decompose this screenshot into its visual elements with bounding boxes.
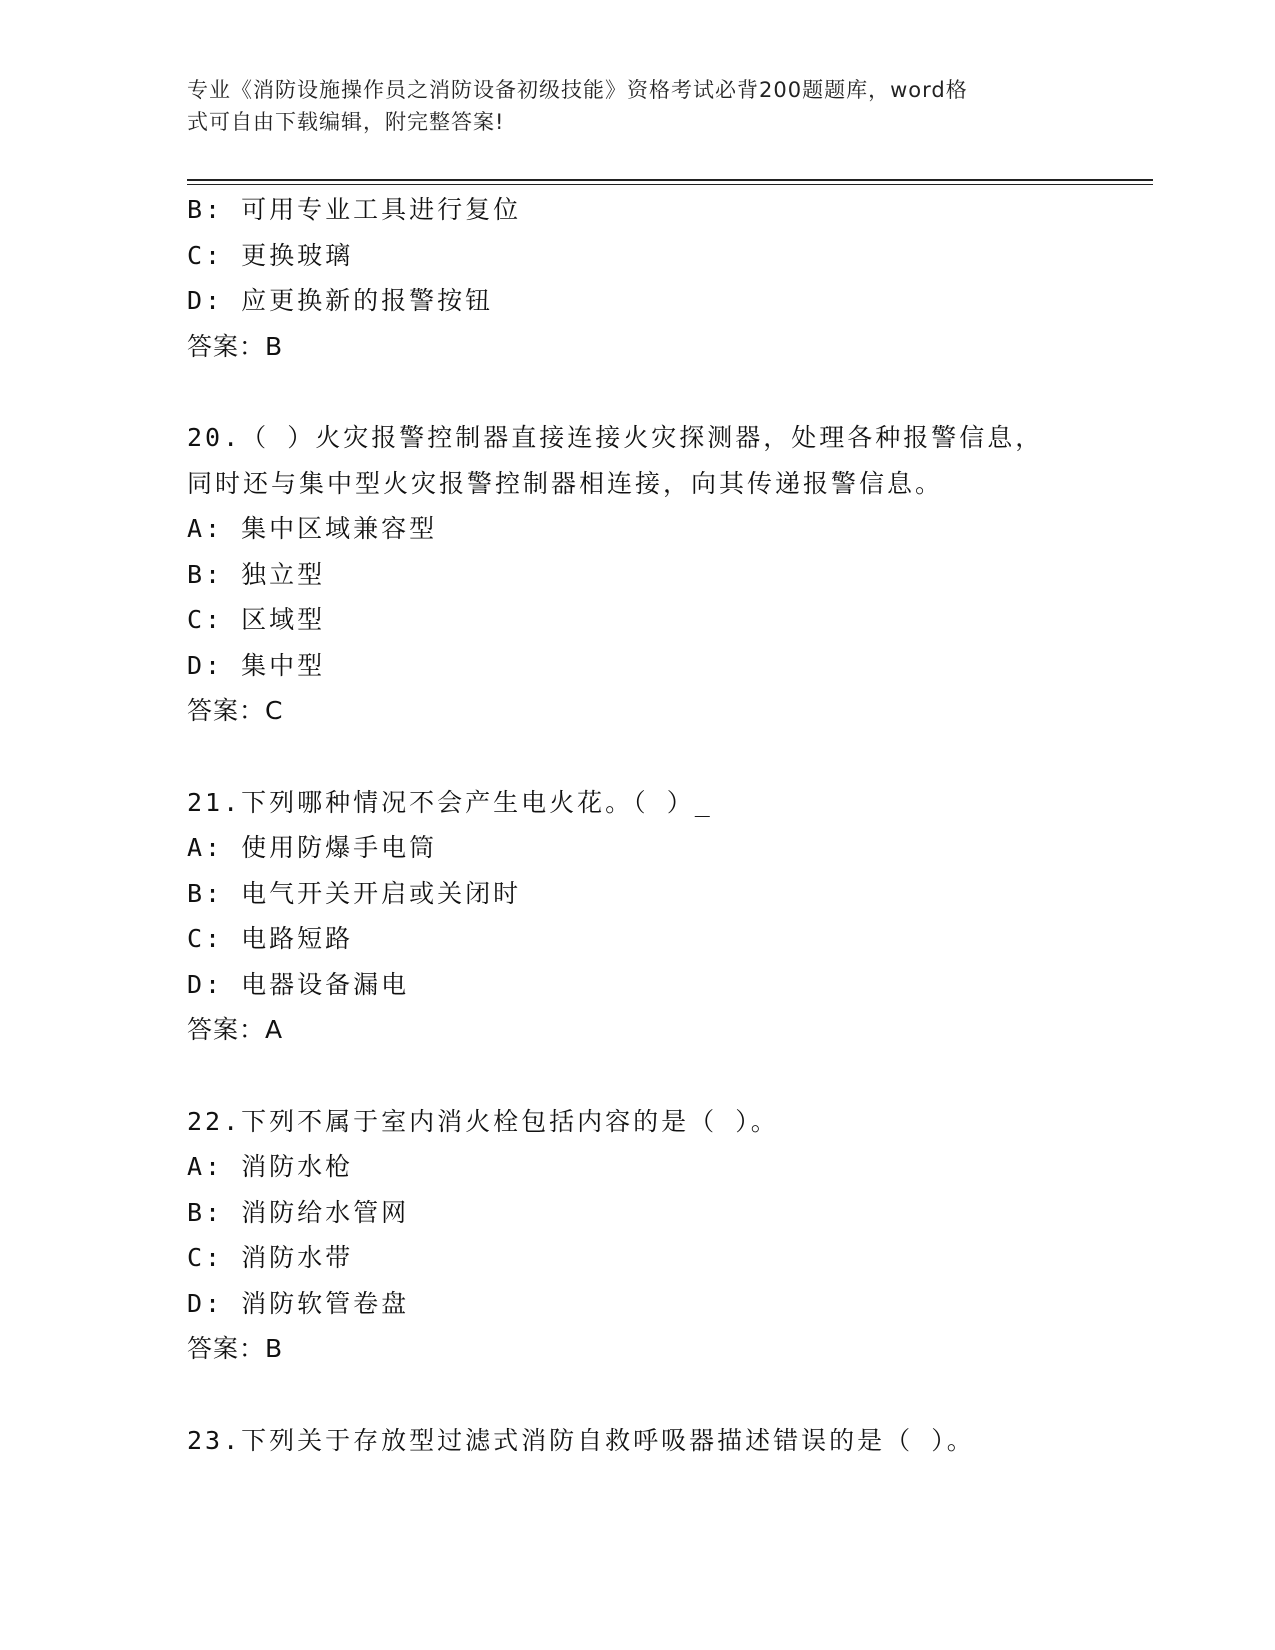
question-block-19	[187, 187, 1153, 369]
question-block-20	[187, 415, 1153, 734]
option-a: A: 使用防爆手电筒	[187, 833, 438, 862]
question-stem: 20.（ ）火灾报警控制器直接连接火灾探测器，处理各种报警信息，	[187, 423, 1044, 452]
question-block-21	[187, 780, 1153, 1053]
page-header	[187, 74, 1067, 138]
option-c: C: 电路短路	[187, 924, 354, 953]
option-b: B: 可用专业工具进行复位	[187, 195, 522, 224]
answer-line: 答案：C	[187, 696, 284, 725]
question-block-22	[187, 1099, 1153, 1372]
option-c: C: 更换玻璃	[187, 240, 354, 270]
question-stem: 23.下列关于存放型过滤式消防自救呼吸器描述错误的是（ ）。	[187, 1425, 975, 1455]
answer-line: 答案：B	[187, 331, 284, 361]
option-a: A: 集中区域兼容型	[187, 514, 438, 543]
block-spacer	[187, 734, 1153, 780]
option-d: D: 消防软管卷盘	[187, 1288, 410, 1318]
question-stem: 22.下列不属于室内消火栓包括内容的是（ ）。	[187, 1106, 779, 1136]
answer-line: 答案：B	[187, 1334, 284, 1363]
block-spacer	[187, 1053, 1153, 1099]
question-content	[187, 187, 1153, 1463]
option-b: B: 电气开关开启或关闭时	[187, 878, 522, 908]
block-spacer	[187, 1372, 1153, 1418]
question-stem: 21.下列哪种情况不会产生电火花。（ ）_	[187, 787, 713, 817]
option-a: A: 消防水枪	[187, 1152, 354, 1181]
header-divider-thin	[187, 184, 1153, 185]
header-line-1: 专业《消防设施操作员之消防设备初级技能》资格考试必背200题题库，word格	[187, 78, 968, 102]
block-spacer	[187, 369, 1153, 415]
option-b: B: 消防给水管网	[187, 1197, 410, 1227]
option-d: D: 电器设备漏电	[187, 969, 410, 999]
option-d: D: 集中型	[187, 650, 326, 680]
header-line-2: 式可自由下载编辑，附完整答案!	[187, 110, 505, 134]
option-c: C: 消防水带	[187, 1243, 354, 1272]
option-c: C: 区域型	[187, 605, 326, 634]
header-divider-thick	[187, 179, 1153, 181]
option-d: D: 应更换新的报警按钮	[187, 286, 494, 315]
option-b: B: 独立型	[187, 559, 326, 589]
question-block-23	[187, 1418, 1153, 1464]
question-stem: 同时还与集中型火灾报警控制器相连接，向其传递报警信息。	[187, 468, 944, 498]
answer-line: 答案：A	[187, 1015, 284, 1044]
